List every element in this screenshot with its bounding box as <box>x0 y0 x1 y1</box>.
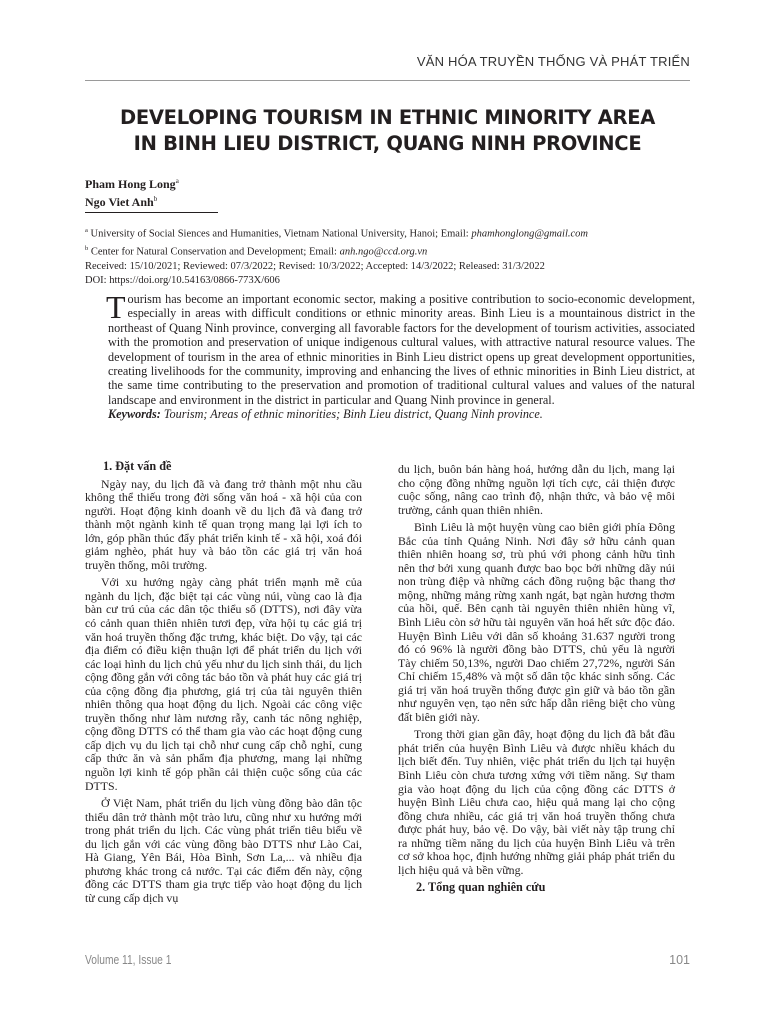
paragraph: Ở Việt Nam, phát triển du lịch vùng đồng bào dân tộc thiểu dân trở thành một trào lưu, cũng như xu hướng mới trong phát triển du lịch. Các vùng phát triển tiêu biểu về du lịch gắn với các vùng đồng bào DTTS như Lào Cai, Hà Giang, Yên Bái, Hòa Bình, Sơn La,... và nhiều địa phương khác trong cả nước. Tại các điểm đến này, cộng đồng các DTTS tham gia trực tiếp vào hoạt động du lịch từ cung cấp dịch vụ <box>85 796 362 905</box>
affiliation-a: $^a$ University of Social Siences and Humanities, Vietnam National University, Hanoi; Email: phamhonglong@gmail.com <box>85 227 589 240</box>
author: Pham Hong Long$^a$ <box>85 177 179 191</box>
right-column <box>398 463 675 899</box>
affiliation-rule <box>85 212 218 213</box>
paragraph: du lịch, buôn bán hàng hoá, hướng dẫn du lịch, mang lại cho cộng đồng những nguồn lợi tích cực, cải thiện được cuộc sống, nâng cao trình độ, nhận thức, và bảo vệ môi trường, cảnh quan thiên nhiên. <box>398 462 675 517</box>
author: Ngo Viet Anh$^b$ <box>85 195 158 209</box>
left-column <box>85 460 362 910</box>
email-link[interactable]: phamhonglong@gmail.com <box>471 228 589 240</box>
article-title <box>85 105 690 157</box>
paragraph: Ngày nay, du lịch đã và đang trở thành một nhu cầu không thể thiếu trong đời sống văn hoá - xã hội của con người. Hoạt động kinh doanh về du lịch đã và đang trở thành một ngành kinh tế quan trọng mang lại lợi ích to lớn, góp phần thúc đẩy phát triển kinh tế - xã hội, xoá đói giảm nghèo, phát huy và bảo tồn các giá trị văn hoá truyền thống, môi trường. <box>85 476 362 572</box>
header-rule <box>85 80 690 81</box>
abstract-text: ourism has become an important economic sector, making a positive contribution to socio-economic development, especially in areas with difficult conditions or ethnic minority areas. Binh Lieu is a mountainous district in the northeast of Quang Ninh province, converging all favorable factors for the development of tourism activities, associated with the promotion and preservation of unique indigenous cultural values, with attractive natural resource values. The development of tourism in the area of ethnic minorities in Binh Lieu district opens up great development opportunities, creating livelihoods for the community, improving and enhancing the lives of ethnic minorities in Binh Lieu district, at the same time contributing to the preservation and promotion of traditional cultural values and values of the natural landscape and environment in the district in particular and Quang Ninh province in general. <box>108 292 695 407</box>
page-number: 101 <box>669 953 690 967</box>
keywords: Keywords: Tourism; Areas of ethnic minorities; Binh Lieu district, Quang Ninh province. <box>108 407 543 422</box>
abstract <box>106 289 695 422</box>
author-list <box>85 174 179 210</box>
title-line-1: DEVELOPING TOURISM IN ETHNIC MINORITY AREA <box>119 106 656 129</box>
article-dates: Received: 15/10/2021; Reviewed: 07/3/2022; Revised: 10/3/2022; Accepted: 14/3/2022; Released: 31/3/2022 <box>85 260 545 272</box>
title-line-2: IN BINH LIEU DISTRICT, QUANG NINH PROVINCE <box>133 132 642 155</box>
paragraph: Với xu hướng ngày càng phát triển mạnh mẽ của ngành du lịch, đặc biệt tại các vùng núi, vùng cao là địa bàn cư trú của các dân tộc thiểu số (DTTS), nơi đây vừa có cảnh quan thiên nhiên tươi đẹp, vừa hội tụ các giá trị văn hoá truyền thống đặc trưng, khác biệt. Do vậy, tại các địa điểm có điều kiện thuận lợi để phát triển du lịch với các loại hình du lịch chủ yếu như du lịch sinh thái, du lịch cộng đồng gắn với công tác bảo tồn và phát huy các giá trị của cộng đồng địa phương, giá trị của tài nguyên thiên nhiên thông qua hoạt động du lịch. Ngoài các công việc truyền thống như làm nương rẫy, canh tác nông nghiệp, cộng đồng DTTS có thể tham gia vào các hoạt động cung cấp dịch vụ du lịch tại chỗ như cung cấp chỗ nghỉ, cung cấp thức ăn và sản phẩm địa phương, mang lại những nguồn lợi kinh tế góp phần cải thiện cuộc sống của các DTTS. <box>85 575 362 793</box>
paragraph: Bình Liêu là một huyện vùng cao biên giới phía Đông Bắc của tỉnh Quảng Ninh. Nơi đây sở hữu cảnh quan thiên nhiên hoang sơ, trù phú với phong cảnh hữu tình nên thơ bởi xung quanh được bao bọc bởi những dãy núi non trùng điệp và những cách đồng ruộng bậc thang thơ mộng, những mảng rừng xanh ngát, bạt ngàn hương thơm của hồi, quế. Bên cạnh tài nguyên thiên nhiên hùng vĩ, Bình Liêu còn sở hữu tài nguyên văn hoá hết sức độc đáo. Huyện Bình Liêu với dân số khoảng 31.637 người trong đó có 96% là người đồng bào DTTS, chủ yếu là người Tày chiếm 50,13%, người Dao chiếm 27,72%, người Sán Chỉ chiếm 15,48% và một số dân tộc khác sinh sống. Các giá trị văn hoá truyền thống được gìn giữ và bảo tồn gần như nguyên vẹn, tạo nên sức hấp dẫn riêng biệt cho vùng đất biên giới này. <box>398 520 675 724</box>
affiliations <box>85 224 690 288</box>
section-heading: 1. Đặt vấn đề <box>103 459 172 473</box>
running-head: VĂN HÓA TRUYỀN THỐNG VÀ PHÁT TRIỂN <box>416 54 690 69</box>
abstract-dropcap: T <box>106 289 126 325</box>
email-link[interactable]: anh.ngo@ccd.org.vn <box>339 246 428 258</box>
doi-link[interactable]: DOI: https://doi.org/10.54163/0866-773X/606 <box>85 274 280 286</box>
paragraph: Trong thời gian gần đây, hoạt động du lịch đã bắt đầu phát triển của huyện Bình Liêu và được nhiều khách du lịch biết đến. Tuy nhiên, việc phát triển du lịch tại huyện Bình Liêu còn chưa tương xứng với tiềm năng. Sự tham gia vào hoạt động du lịch của cộng đồng các DTTS ở huyện Bình Liêu chưa cao, hiệu quả mang lại cho cộng đồng chưa nhiều, các giá trị văn hoá truyền thống chưa được phát huy, bảo vệ. Do vậy, bài viết này tập trung chỉ ra những tiềm năng du lịch của huyện Bình Liêu và trên cơ sở khoa học, định hướng những giải pháp phát triển du lịch hiệu quả và bền vững. <box>398 727 675 877</box>
volume-issue: Volume 11, Issue 1 <box>85 953 172 967</box>
affiliation-b: $^b$ Center for Natural Conservation and Development; Email: anh.ngo@ccd.org.vn <box>85 244 428 258</box>
section-heading: 2. Tổng quan nghiên cứu <box>416 880 546 895</box>
